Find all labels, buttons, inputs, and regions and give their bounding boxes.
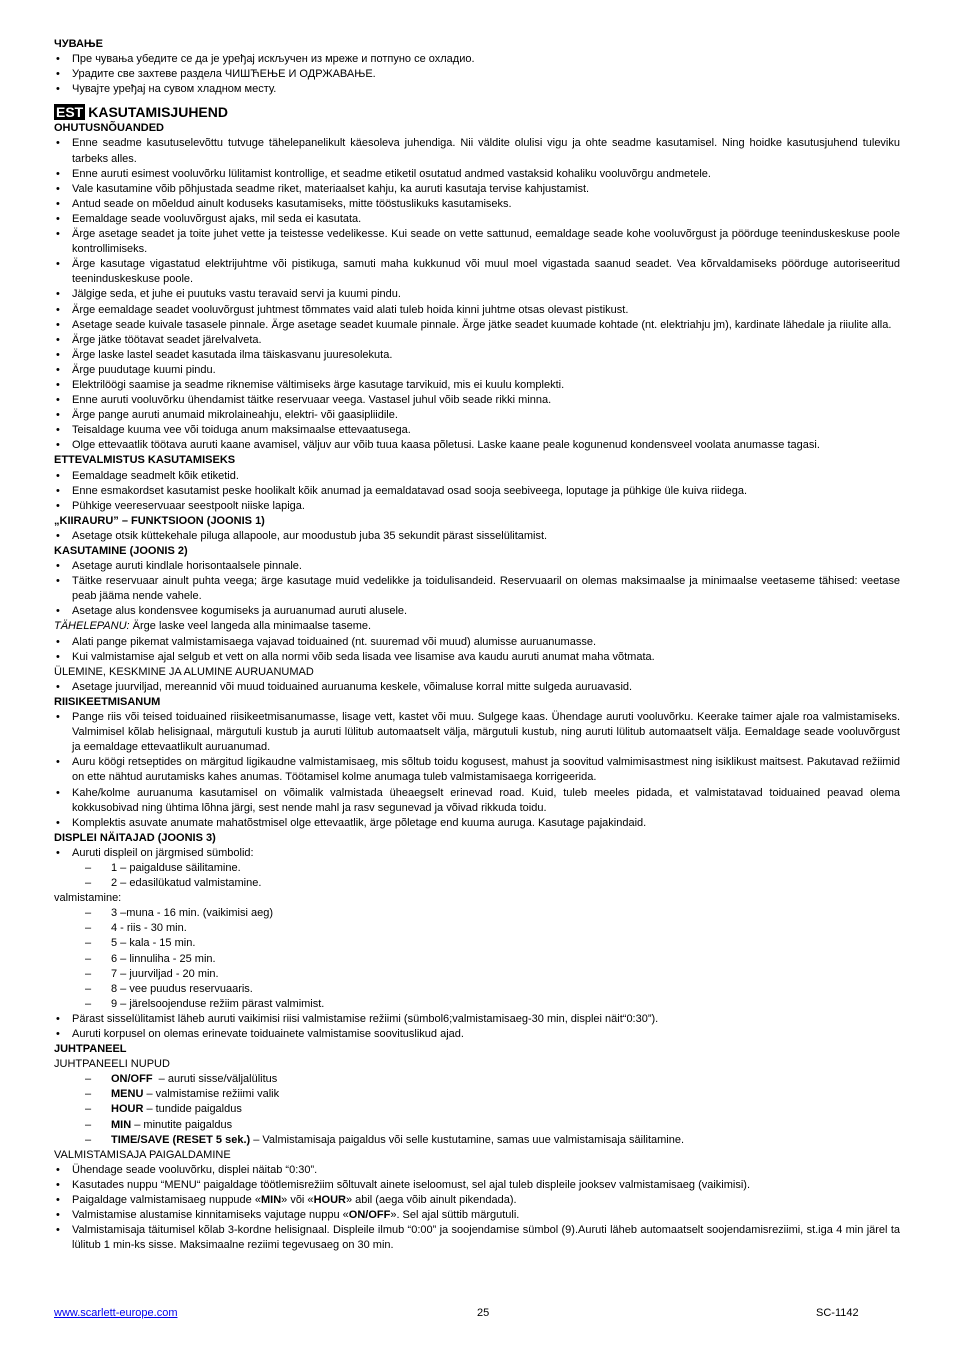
- list-item: • Auru köögi retseptides on märgitud ligikaudne valmistamisaeg, mis sõltub toidu kogusest, mahust ja soovitud valmimisastmest ning isiklikust maitsest. Pakutavad režiimid on ette nähtud aurutamisks kahes anumas. Töötamisel kolme anumaga tuleb valmistamisaega korrigeerida.: [54, 755, 900, 785]
- list-item: • Olge ettevaatlik töötava auruti kaane avamisel, väljuv aur võib tuua kaasa põletusi. Laske kaane peale kogunenud kondensveel voolata anumasse tagasi.: [54, 438, 900, 453]
- display-intro-list: [54, 846, 900, 861]
- list-item: • Teisaldage kuuma vee või toiduga anum maksimaalse ettevaatusega.: [54, 423, 900, 438]
- list-item: • Eemaldage seade vooluvõrgust ajaks, mil seda ei kasutata.: [54, 212, 900, 227]
- safety-heading: OHUTUSNÕUANDED: [54, 122, 164, 135]
- list-item: • Asetage juurviljad, mereannid või muud toiduained auruanuma keskele, võimaluse korral mitte sulgeda auruavasid.: [54, 680, 900, 695]
- cooking-label: valmistamine:: [54, 892, 122, 905]
- page-number: 25: [477, 1307, 490, 1319]
- list-item: • Pärast sisselülitamist läheb auruti vaikimisi riisi valmistamise režiimi (sümbol6;valmistamisaeg-30 min, displei näit“0:30”).: [54, 1012, 900, 1027]
- list-item: [54, 1208, 900, 1223]
- list-item: [54, 1072, 900, 1087]
- note-label: TÄHELEPANU:: [54, 620, 130, 633]
- list-item: • Täitke reservuaar ainult puhta veega; ärge kasutage muid vedelikke ja toidulisandeid. Reservuaaril on olemas maksimaalse ja minimaalse veetaseme tähised: veetase peab jääma nende vahele.: [54, 574, 900, 604]
- text: Paigaldage valmistamisaeg nuppude «: [72, 1194, 261, 1207]
- usage-list-2: [54, 635, 900, 665]
- button-desc: – valmistamise režiimi valik: [143, 1088, 280, 1101]
- quick-steam-list: [54, 529, 900, 544]
- list-item: • Elektrilöögi saamise ja seadme riknemise vältimiseks ärge kasutage tarvikuid, mis ei kuulu komplekti.: [54, 378, 900, 393]
- list-item: • Auruti korpusel on olemas erinevate toiduainete valmistamise soovituslikud ajad.: [54, 1027, 900, 1042]
- button-key: TIME/SAVE (RESET 5 sek.): [111, 1133, 251, 1146]
- display-symbols-list: [54, 861, 900, 891]
- text: Valmistamise alustamise kinnitamiseks vajutage nuppu «: [72, 1209, 349, 1222]
- text: » abil (aega võib ainult pikendada).: [345, 1194, 517, 1207]
- list-item: • Antud seade on mõeldud ainult koduseks kasutamiseks, mitte tööstuslikuks kasutamiseks.: [54, 197, 900, 212]
- rice-list: [54, 710, 900, 831]
- safety-list: [54, 136, 900, 453]
- cooking-modes-list: [54, 906, 900, 1012]
- text: » või «: [281, 1194, 314, 1207]
- manual-title: [54, 104, 900, 121]
- button-desc: – minutite paigaldus: [131, 1118, 233, 1131]
- list-item: • Чувајте уређај на сувом хладном месту.: [54, 82, 900, 97]
- note-text: Ärge laske veel langeda alla minimaalse taseme.: [129, 620, 372, 633]
- display-list: [54, 1012, 900, 1042]
- website-link[interactable]: www.scarlett-europe.com: [54, 1307, 178, 1319]
- list-item: • Asetage otsik küttekehale piluga allapoole, aur moodustub juba 35 sekundit pärast sisselülitamist.: [54, 529, 900, 544]
- prep-heading: ETTEVALMISTUS KASUTAMISEKS: [54, 454, 236, 467]
- usage-list-3: [54, 680, 900, 695]
- list-item: • Komplektis asuvate anumate mahatõstmisel olge ettevaatlik, ärge põletage end kuuma auruga. Kasutage pajakindaid.: [54, 816, 900, 831]
- list-item: – 4 - riis - 30 min.: [54, 921, 900, 936]
- list-item: • Ärge pange auruti anumaid mikrolaineahju, elektri- või gaasipliidile.: [54, 408, 900, 423]
- usage-heading: KASUTAMINE (JOONIS 2): [54, 545, 188, 557]
- list-item: • Ärge eemaldage seadet vooluvõrgust juhtmest tõmmates vaid alati tuleb hoida kinni juhtme otsas olevast pistikust.: [54, 303, 900, 318]
- panel-heading: JUHTPANEEL: [54, 1043, 127, 1056]
- list-item: • Ärge kasutage vigastatud elektrijuhtme või pistikuga, samuti maha kukkunud või muul moel vigastada saanud seadet. Vea kõrvaldamiseks pöörduge autoriseeritud teeninduskeskuse poole.: [54, 257, 900, 287]
- panel-buttons-list: [54, 1072, 900, 1147]
- list-item: • Enne esmakordset kasutamist peske hoolikalt kõik anumad ja eemaldatavad osad sooja seebiveega, loputage ja pühkige üle kuiva riidega.: [54, 484, 900, 499]
- rice-heading: RIISIKEETMISANUM: [54, 695, 161, 708]
- button-key: MIN: [260, 1194, 282, 1207]
- button-key: MIN: [111, 1118, 132, 1131]
- list-item: • Kahe/kolme auruanuma kasutamisel on võimalik valmistada üheaegselt erinevad road. Kuid, tuleb meeles pidada, et valmistatavad toiduained peavad olema kokkusobivad ning ühtima lõhna järgi, sest nende mahl ja rasv segunevad ja võivad rikkuda toidu.: [54, 786, 900, 816]
- button-key: ON/OFF: [348, 1209, 391, 1222]
- list-item: – 7 – juurviljad - 20 min.: [54, 967, 900, 982]
- list-item: • Enne auruti esimest vooluvõrku lülitamist kontrollige, et seadme etiketil osutatud andmed vastaksid kohaliku vooluvõrgu andmetele.: [54, 167, 900, 182]
- list-item: • Pange riis või teised toiduained riisikeetmisanumasse, lisage vett, kastet või muu. Sulgege kaas. Ühendage auruti vooluvõrku. Keerake taimer ajale roa valmistamiseks. Valmimisel kõlab helisignaal, märgutuli kustub ja auruti lülitub automaatselt välja, märgutuli kustub, ning auruti lülitub automaatselt välja. Eemaldage seade vooluvõrgust ja eemaldage ettevaatlikult auruanumad.: [54, 710, 900, 755]
- quick-steam-heading: „KIIRAURU” – FUNKTSIOON (JOONIS 1): [54, 514, 265, 527]
- list-item: • Valmistamisaja täitumisel kõlab 3-kordne helisignaal. Displeile ilmub “0:00” ja soojendamise sümbol (9).Auruti läheb automaatselt soojendamisreziimi, st.iga 4 min järel ta lülitub 1 min-ks sisse. Maksimaalne reziimi tegevusaeg on 30 min.: [54, 1223, 900, 1253]
- list-item: – 2 – edasilükatud valmistamine.: [54, 876, 900, 891]
- list-item: • Asetage auruti kindlale horisontaalsele pinnale.: [54, 559, 900, 574]
- text: ». Sel ajal süttib märgutuli.: [390, 1209, 520, 1222]
- button-desc: – auruti sisse/väljalülitus: [152, 1073, 278, 1086]
- list-item: – 1 – paigalduse säilitamine.: [54, 861, 900, 876]
- list-item: – 3 –muna - 16 min. (vaikimisi aeg): [54, 906, 900, 921]
- list-item: • Asetage seade kuivale tasasele pinnale. Ärge asetage seadet kuumale pinnale. Ärge jätke seadet kuumade kohtade (nt. elektriahju jm), kardinate lähedale ja riiulite alla.: [54, 318, 900, 333]
- button-desc: – tundide paigaldus: [143, 1103, 242, 1116]
- list-item: • Pühkige veereservuaar seestpoolt niiske lapiga.: [54, 499, 900, 514]
- list-item: – 8 – vee puudus reservuaaris.: [54, 982, 900, 997]
- list-item: • Asetage alus kondensvee kogumiseks ja auruanumad auruti alusele.: [54, 604, 900, 619]
- list-item: [54, 1118, 900, 1133]
- language-badge: EST: [56, 104, 84, 121]
- list-item: [54, 1133, 900, 1148]
- prep-list: [54, 469, 900, 514]
- list-item: • Auruti displeil on järgmised sümbolid:: [54, 846, 900, 861]
- time-setting-list: [54, 1163, 900, 1254]
- list-item: • Jälgige seda, et juhe ei puutuks vastu teravaid servi ja kuumi pindu.: [54, 287, 900, 302]
- button-key: HOUR: [313, 1194, 346, 1207]
- list-item: • Vale kasutamine võib põhjustada seadme riket, materiaalset kahju, ka auruti kasutaja tervise kahjustamist.: [54, 182, 900, 197]
- list-item: • Урадите све захтеве раздела ЧИШЋЕЊЕ И ОДРЖАВАЊЕ.: [54, 67, 900, 82]
- steam-bowls-heading: ÜLEMINE, KESKMINE JA ALUMINE AURUANUMAD: [54, 665, 314, 678]
- list-item: • Kasutades nuppu “MENU“ paigaldage töötlemisrežiim sõltuvalt ainete iseloomust, sel ajal tuleb displeile jooksev valmistamisaeg (vaikimisi).: [54, 1178, 900, 1193]
- storage-heading: ЧУВАЊЕ: [54, 38, 103, 50]
- list-item: – 5 – kala - 15 min.: [54, 936, 900, 951]
- list-item: – 9 – järelsoojenduse režiim pärast valmimist.: [54, 997, 900, 1012]
- list-item: • Ärge laske lastel seadet kasutada ilma täiskasvanu juuresolekuta.: [54, 348, 900, 363]
- list-item: – 6 – linnuliha - 25 min.: [54, 952, 900, 967]
- time-setting-heading: VALMISTAMISAJA PAIGALDAMINE: [54, 1148, 231, 1161]
- page-content: [54, 37, 900, 1253]
- usage-list: [54, 559, 900, 619]
- usage-note: [54, 619, 900, 634]
- model-number: SC-1142: [816, 1307, 859, 1319]
- list-item: • Kui valmistamise ajal selgub et vett on alla normi võib seda lisada vee lisamise ava kaudu auruti anumat maha võtmata.: [54, 650, 900, 665]
- button-key: ON/OFF: [111, 1073, 153, 1086]
- list-item: • Enne seadme kasutuselevõttu tutvuge tähelepanelikult käesoleva juhendiga. Nii väldite olulisi vigu ja ohte seadme kasutamisel. Ning hoidke kasutusjuhend tuleviku tarbeks alles.: [54, 136, 900, 166]
- list-item: • Eemaldage seadmelt kõik etiketid.: [54, 469, 900, 484]
- list-item: • Ärge jätke töötavat seadet järelvalveta.: [54, 333, 900, 348]
- list-item: [54, 1102, 900, 1117]
- list-item: • Enne auruti vooluvõrku ühendamist täitke reservuaar veega. Vastasel juhul võib seade rikki minna.: [54, 393, 900, 408]
- list-item: • Ärge puudutage kuumi pindu.: [54, 363, 900, 378]
- list-item: [54, 1087, 900, 1102]
- list-item: [54, 1193, 900, 1208]
- button-desc: – Valmistamisaja paigaldus või selle kustutamine, samas uue valmistamisaja säilitamine.: [250, 1133, 685, 1146]
- button-key: HOUR: [111, 1103, 144, 1116]
- storage-list: [54, 52, 900, 97]
- manual-title-text: KASUTAMISJUHEND: [88, 104, 228, 121]
- list-item: • Пре чувања убедите се да је уређај искључен из мреже и потпуно се охладио.: [54, 52, 900, 67]
- button-key: MENU: [111, 1088, 144, 1101]
- list-item: • Alati pange pikemat valmistamisaega vajavad toiduained (nt. suuremad või muud) alumisse auruanumasse.: [54, 635, 900, 650]
- display-heading: DISPLEI NÄITAJAD (JOONIS 3): [54, 831, 216, 844]
- list-item: • Ärge asetage seadet ja toite juhet vette ja teistesse vedelikesse. Kui seade on vette sattunud, eemaldage seade kohe vooluvõrgust ja pöörduge teeninduskeskuse poole kontrollimiseks.: [54, 227, 900, 257]
- panel-buttons-heading: JUHTPANEELI NUPUD: [54, 1058, 170, 1071]
- list-item: • Ühendage seade vooluvõrku, displei näitab “0:30”.: [54, 1163, 900, 1178]
